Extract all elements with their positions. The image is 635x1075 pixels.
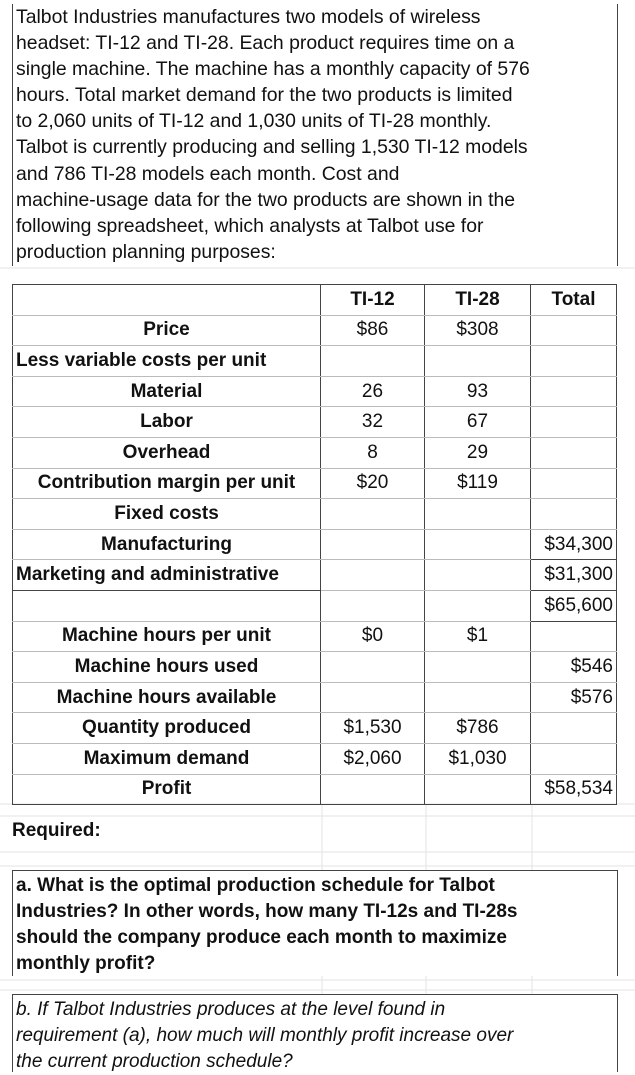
ti28-value: [425, 652, 531, 683]
row-label: Machine hours used: [13, 652, 321, 683]
row-label: Contribution margin per unit: [13, 468, 321, 499]
required-heading: Required:: [12, 820, 101, 841]
table-row: [13, 590, 617, 621]
ti28-value: 29: [425, 437, 531, 468]
table-row: [13, 376, 617, 407]
ti28-value: [425, 682, 531, 713]
ti12-value: [321, 499, 425, 530]
row-label: [13, 590, 321, 621]
ti28-value: [425, 560, 531, 591]
total-value: [531, 315, 617, 346]
ti28-value: [425, 346, 531, 377]
question-b-line: b. If Talbot Industries produces at the level found in: [16, 999, 446, 1020]
row-label: Fixed costs: [13, 499, 321, 530]
ti12-value: $0: [321, 621, 425, 652]
total-value: [531, 346, 617, 377]
table-row: [13, 346, 617, 377]
intro-line: Talbot is currently producing and selling 1,530 TI-12 models: [16, 136, 528, 159]
ti28-value: $786: [425, 713, 531, 744]
intro-line: following spreadsheet, which analysts at Talbot use for: [16, 214, 484, 237]
ti12-value: [321, 346, 425, 377]
header-ti28: TI-28: [425, 285, 531, 316]
ti28-value: $308: [425, 315, 531, 346]
header-total: Total: [531, 285, 617, 316]
table-row: [13, 652, 617, 683]
ti12-value: [321, 682, 425, 713]
row-label: Marketing and administrative: [13, 560, 321, 591]
intro-line: production planning purposes:: [16, 240, 276, 263]
ti12-value: $2,060: [321, 743, 425, 774]
intro-line: single machine. The machine has a monthly capacity of 576: [16, 58, 530, 81]
table-row: [13, 407, 617, 438]
ti28-value: $1: [425, 621, 531, 652]
header-row: [13, 285, 617, 316]
intro-line: Talbot Industries manufactures two models of wireless: [16, 6, 481, 28]
question-a-line: monthly profit?: [16, 953, 156, 974]
ti12-value: [321, 560, 425, 591]
ti28-value: [425, 774, 531, 805]
row-label: Machine hours available: [13, 682, 321, 713]
problem-description: [12, 4, 618, 266]
row-label: Labor: [13, 407, 321, 438]
table-row: [13, 713, 617, 744]
question-a-line: Industries? In other words, how many TI-12s and TI-28s: [16, 901, 518, 922]
ti12-value: 32: [321, 407, 425, 438]
row-label: Price: [13, 315, 321, 346]
ti28-value: $1,030: [425, 743, 531, 774]
ti28-value: [425, 529, 531, 560]
table-row: [13, 437, 617, 468]
total-value: [531, 743, 617, 774]
ti12-value: 26: [321, 376, 425, 407]
total-value: [531, 437, 617, 468]
ti12-value: [321, 590, 425, 621]
row-label: Machine hours per unit: [13, 621, 321, 652]
question-a: [12, 870, 618, 976]
question-a-line: a. What is the optimal production schedule for Talbot: [16, 875, 495, 896]
intro-line: to 2,060 units of TI-12 and 1,030 units of TI-28 monthly.: [16, 110, 492, 133]
ti12-value: $1,530: [321, 713, 425, 744]
ti12-value: $86: [321, 315, 425, 346]
total-value: [531, 468, 617, 499]
total-value: $34,300: [531, 529, 617, 560]
intro-line: machine-usage data for the two products are shown in the: [16, 188, 516, 211]
table-row: [13, 743, 617, 774]
ti28-value: 93: [425, 376, 531, 407]
row-label: Profit: [13, 774, 321, 805]
ti12-value: 8: [321, 437, 425, 468]
intro-line: and 786 TI-28 models each month. Cost and: [16, 162, 400, 185]
ti28-value: 67: [425, 407, 531, 438]
ti28-value: [425, 499, 531, 530]
row-label: Overhead: [13, 437, 321, 468]
cost-spreadsheet: [12, 284, 617, 805]
row-label: Material: [13, 376, 321, 407]
total-value: $65,600: [531, 590, 617, 621]
total-value: $58,534: [531, 774, 617, 805]
row-label: Less variable costs per unit: [13, 346, 321, 377]
table-row: [13, 621, 617, 652]
intro-line: headset: TI-12 and TI-28. Each product requires time on a: [16, 32, 515, 55]
row-label: Quantity produced: [13, 713, 321, 744]
question-b: [12, 994, 618, 1072]
table-row: [13, 468, 617, 499]
total-value: [531, 407, 617, 438]
total-value: [531, 499, 617, 530]
total-value: [531, 376, 617, 407]
ti12-value: [321, 652, 425, 683]
row-label: Maximum demand: [13, 743, 321, 774]
table-row: [13, 315, 617, 346]
intro-line: hours. Total market demand for the two products is limited: [16, 84, 513, 107]
ti12-value: [321, 774, 425, 805]
ti12-value: $20: [321, 468, 425, 499]
table-row: [13, 529, 617, 560]
header-label-cell: [13, 285, 321, 316]
table-row: [13, 499, 617, 530]
ti28-value: [425, 590, 531, 621]
table-row: [13, 560, 617, 591]
total-value: [531, 621, 617, 652]
question-a-line: should the company produce each month to maximize: [16, 927, 507, 948]
header-ti12: TI-12: [321, 285, 425, 316]
question-b-line: the current production schedule?: [16, 1051, 293, 1072]
total-value: [531, 713, 617, 744]
ti28-value: $119: [425, 468, 531, 499]
total-value: $31,300: [531, 560, 617, 591]
row-label: Manufacturing: [13, 529, 321, 560]
table-row: [13, 682, 617, 713]
question-b-line: requirement (a), how much will monthly profit increase over: [16, 1025, 514, 1046]
total-value: $576: [531, 682, 617, 713]
ti12-value: [321, 529, 425, 560]
table-row: [13, 774, 617, 805]
total-value: $546: [531, 652, 617, 683]
